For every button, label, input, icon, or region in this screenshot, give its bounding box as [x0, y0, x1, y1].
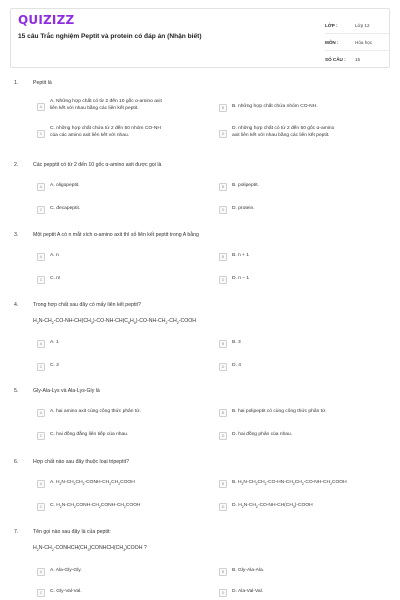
- question-text: Hợp chất nào sau đây thuộc loại tripeptit?: [33, 459, 129, 465]
- question-formula: $H_2N-CH_2-CO-NH-CH(CH_3)-CO-NH-CH(C_6H_5)-CO-NH-CH_2-CH_2$-COOH: [33, 318, 197, 326]
- option-text: C. hai đồng đẳng liên tiếp của nhau.: [50, 432, 129, 437]
- option-text: A. oligopeptit.: [50, 183, 80, 188]
- option-text: D. Ala-Val-Val.: [232, 589, 264, 594]
- option-text: C. n!: [50, 276, 61, 281]
- option-text: D. hai đồng phân của nhau.: [232, 432, 293, 437]
- option-letter-box: B: [219, 409, 227, 417]
- option-letter-box: C: [37, 363, 45, 371]
- question-number: 1.: [14, 80, 19, 86]
- meta-value: Lớp 12: [355, 23, 370, 28]
- option-letter-box: B: [219, 253, 227, 261]
- option-letter-box: A: [37, 409, 45, 417]
- option-letter-box: D: [219, 130, 227, 138]
- question-text: Gly-Ala-Lys và Ala-Lys-Gly là: [33, 388, 100, 394]
- question-number: 2.: [14, 162, 19, 168]
- option-letter-box: D: [219, 363, 227, 371]
- page-title: 15 câu Trắc nghiệm Peptit và protein có đáp án (Nhận biết): [18, 33, 202, 40]
- worksheet-meta: [325, 17, 389, 68]
- option-text: A. Ala-Gly-Gly.: [50, 568, 82, 573]
- meta-value: Hóa học: [355, 40, 373, 45]
- question-formula: $H_2N-CH_2-CONHCH(CH_3)CONHCH(CH_3)COOH$ ?: [33, 545, 147, 553]
- option-letter-box: D: [219, 589, 227, 597]
- option-letter-box: C: [37, 432, 45, 440]
- meta-row-subject: [325, 34, 389, 51]
- meta-value: 15: [355, 57, 361, 62]
- option-text: A. $H_2N-CH_2CH_2-CONH-CH_2CH_2COOH$: [50, 480, 135, 486]
- option-letter-box: A: [37, 480, 45, 488]
- meta-key: SỐ CÂU :: [325, 57, 346, 62]
- option-letter-box: C: [37, 503, 45, 511]
- option-letter-box: A: [37, 103, 45, 111]
- option-letter-box: C: [37, 130, 45, 138]
- option-letter-box: A: [37, 340, 45, 348]
- option-text: C. những hợp chất chứa từ 2 đến 50 nhóm CO-NH của các amino axit liên kết với nhau.: [50, 126, 161, 138]
- option-letter-box: A: [37, 183, 45, 191]
- meta-key: LỚP :: [325, 23, 338, 28]
- option-text: C. Gly-Val-Val.: [50, 589, 82, 594]
- question-text: Một peptit A có n mắt xích α-amino axit thì số liên kết peptit trong A bằng: [33, 232, 199, 238]
- option-letter-box: D: [219, 432, 227, 440]
- option-letter-box: C: [37, 206, 45, 214]
- option-letter-box: A: [37, 568, 45, 576]
- worksheet-header: [10, 8, 390, 68]
- question-text: Trong hợp chất sau đây có mấy liên kết peptit?: [33, 302, 141, 308]
- meta-row-class: [325, 17, 389, 34]
- option-letter-box: B: [219, 104, 227, 112]
- option-letter-box: B: [219, 183, 227, 191]
- option-text: C. 2: [50, 363, 59, 368]
- option-letter-box: C: [37, 589, 45, 597]
- option-text: A. 1: [50, 340, 59, 345]
- question-text: Tên gọi nào sau đây là của peptit:: [33, 529, 111, 535]
- option-text: B. Gly-Ala-Ala.: [232, 568, 265, 573]
- question-number: 5.: [14, 388, 19, 394]
- option-letter-box: C: [37, 276, 45, 284]
- option-text: D. n – 1: [232, 276, 250, 281]
- option-text: B. 3: [232, 340, 241, 345]
- question-text: Peptit là: [33, 80, 52, 86]
- option-letter-box: B: [219, 568, 227, 576]
- option-text: D. 4: [232, 363, 241, 368]
- option-text: A. hai amino axit cùng công thức phân tử.: [50, 409, 141, 414]
- option-letter-box: A: [37, 253, 45, 261]
- option-text: B. hai polipeptit có cùng công thức phân tử.: [232, 409, 327, 414]
- option-letter-box: D: [219, 206, 227, 214]
- option-text: A. Những hợp chất có từ 2 đến 10 gốc α-amino axit liên kết với nhau bằng các liên kết peptit.: [50, 99, 162, 111]
- option-text: D. những hợp chất có từ 2 đến 50 gốc α-amino axit liên kết với nhau bằng các liên kết peptit.: [232, 126, 335, 138]
- option-letter-box: B: [219, 340, 227, 348]
- question-number: 4.: [14, 302, 19, 308]
- meta-key: MÔN :: [325, 40, 339, 45]
- option-letter-box: D: [219, 276, 227, 284]
- option-text: D. protein.: [232, 206, 255, 211]
- option-text: A. n: [50, 253, 59, 258]
- question-text: Các pepptit có từ 2 đến 10 gốc α-amino axit được gọi là: [33, 162, 162, 168]
- option-text: B. n + 1: [232, 253, 249, 258]
- option-text: C. $H_2N-CH_2CONH-CH_2CONH-CH_2COOH$: [50, 503, 141, 509]
- option-letter-box: D: [219, 503, 227, 511]
- option-letter-box: B: [219, 480, 227, 488]
- option-text: D. $H_2N-CH_2-CO-NH-CH(CH_3)$-COOH: [232, 503, 313, 509]
- question-number: 6.: [14, 459, 19, 465]
- question-number: 3.: [14, 232, 19, 238]
- option-text: B. polipeptit.: [232, 183, 259, 188]
- question-number: 7.: [14, 529, 19, 535]
- option-text: B. những hợp chất chứa nhóm CO-NH.: [232, 104, 318, 109]
- meta-row-count: [325, 51, 389, 68]
- option-text: B. $H_2N-CH_2CH_2-CO-HN-CH_2CH_2-CO-NH-CH_2COOH$: [232, 480, 347, 486]
- option-text: C. đecapeptit.: [50, 206, 81, 211]
- quizizz-logo: QUIZIZZ: [18, 13, 75, 27]
